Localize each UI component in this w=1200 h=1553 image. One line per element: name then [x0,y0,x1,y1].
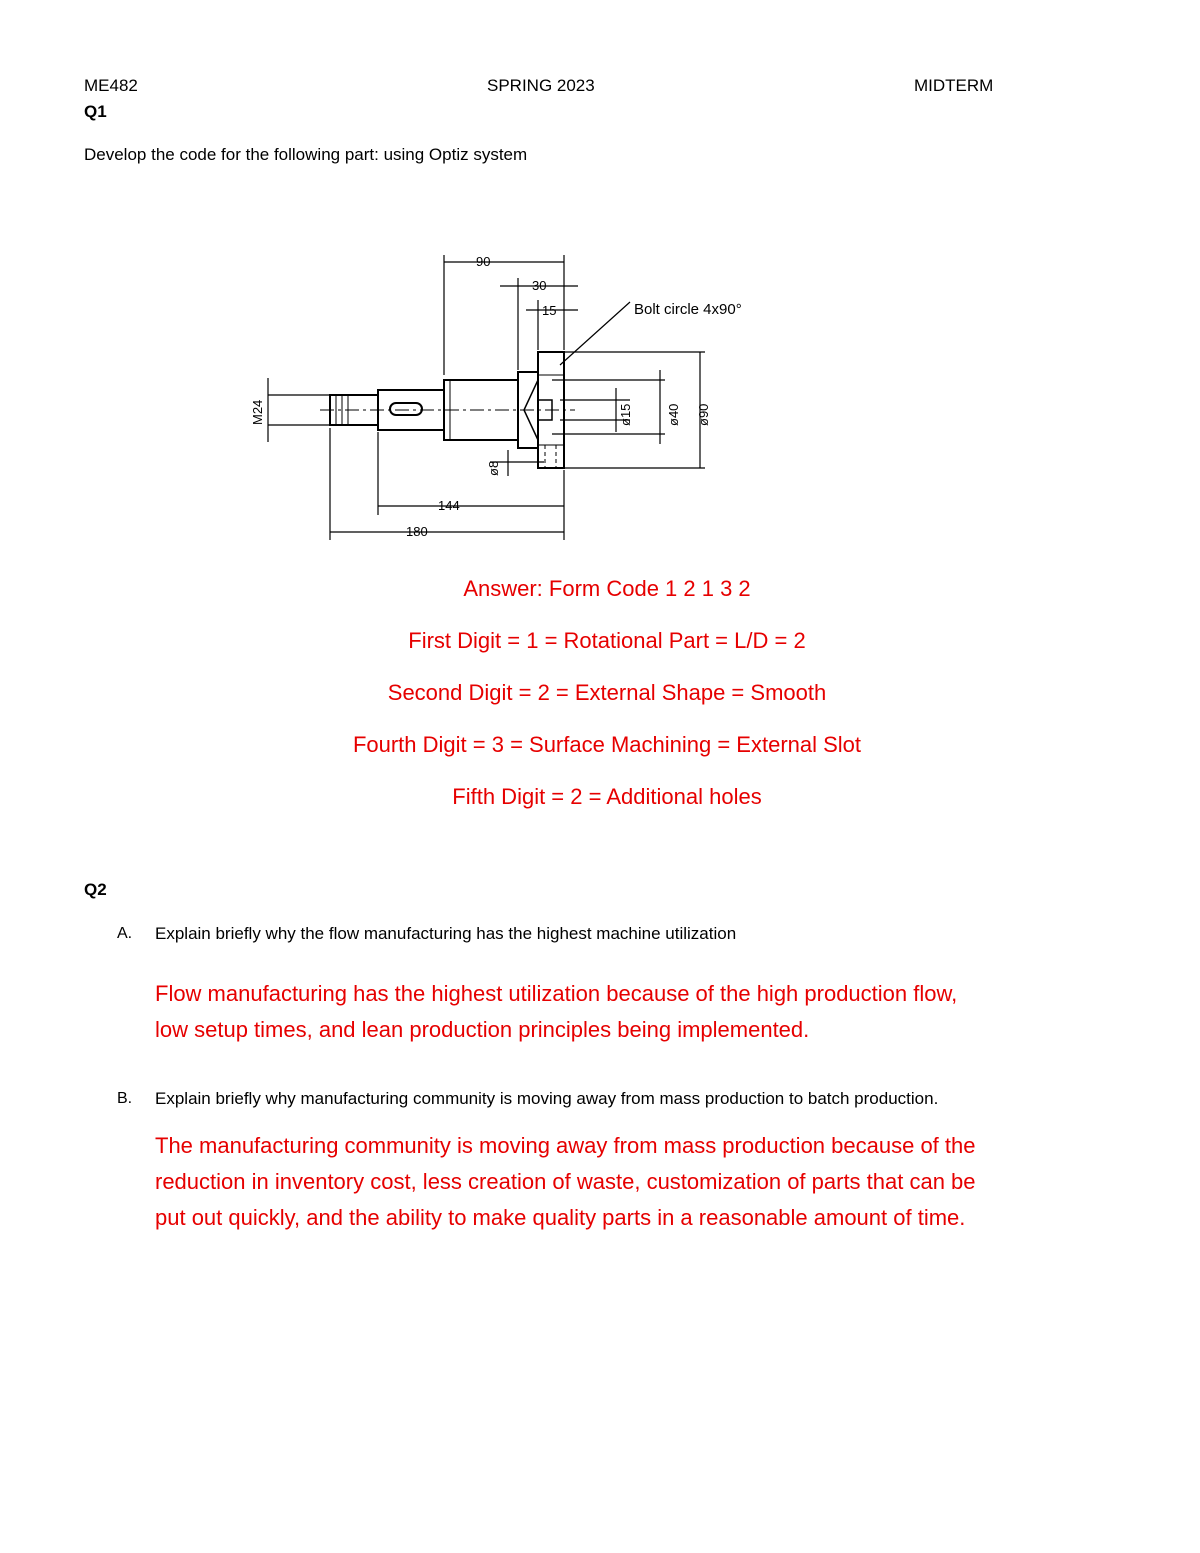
q2a-answer-line: Flow manufacturing has the highest utilization because of the high production flow, [155,981,958,1006]
keyway-slot [390,403,422,415]
q2b-answer-line: put out quickly, and the ability to make quality parts in a reasonable amount of time. [155,1205,966,1230]
header-exam: MIDTERM [914,76,994,95]
answer-second-digit: Second Digit = 2 = External Shape = Smooth [387,680,827,705]
q2b-question: Explain briefly why manufacturing community is moving away from mass production to batch production. [155,1089,939,1108]
answer-form-code: Answer: Form Code 1 2 1 3 2 [463,576,751,601]
q2b-letter: B. [117,1090,133,1107]
header-term: SPRING 2023 [487,76,595,95]
dim-dia-90: ø90 [696,403,711,426]
dim-15: 15 [542,303,557,318]
q2b-answer-line: reduction in inventory cost, less creation of waste, customization of parts that can be [155,1169,976,1194]
dim-dia-40: ø40 [666,403,681,426]
slot-section [378,390,444,430]
dim-180: 180 [406,524,428,539]
q2a-answer-line: low setup times, and lean production principles being implemented. [155,1017,810,1042]
q2-label: Q2 [84,880,107,899]
dim-m24: M24 [250,399,265,425]
q2b-answer [155,1128,1120,1236]
dim-144: 144 [438,498,460,513]
q1-prompt: Develop the code for the following part: using Optiz system [84,145,528,164]
q2a-question: Explain briefly why the flow manufacturing has the highest machine utilization [155,924,737,943]
dim-dia-15: ø15 [618,403,633,426]
dim-dia-8: ø8 [486,460,501,476]
dim-30: 30 [532,278,547,293]
dim-90: 90 [476,254,491,269]
q2a-letter: A. [117,925,133,942]
header-course: ME482 [84,76,138,95]
part-drawing [230,240,830,560]
answer-fifth-digit: Fifth Digit = 2 = Additional holes [452,784,762,809]
q1-label: Q1 [84,102,107,121]
bolt-circle-label: Bolt circle 4x90° [634,301,742,318]
answer-fourth-digit: Fourth Digit = 3 = Surface Machining = External Slot [352,732,862,757]
q2b-answer-line: The manufacturing community is moving away from mass production because of the [155,1133,976,1158]
q2a-answer [155,976,1120,1048]
answer-first-digit: First Digit = 1 = Rotational Part = L/D = 2 [408,628,806,653]
